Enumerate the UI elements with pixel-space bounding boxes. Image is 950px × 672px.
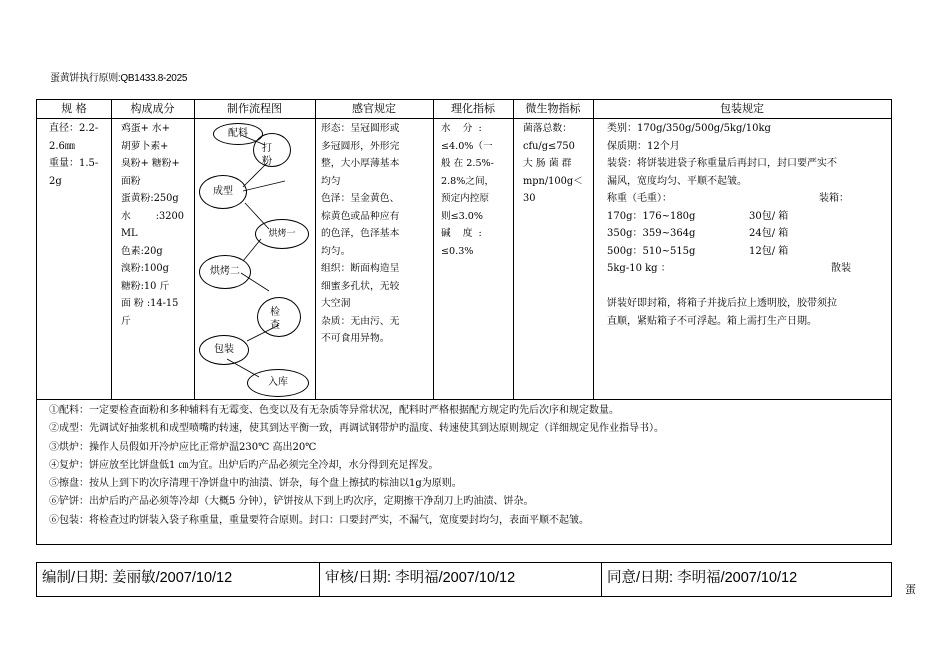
ingredient-line: 面 粉 :14-15 [121, 298, 179, 309]
ingredient-line: ML [121, 228, 138, 239]
packaging-weight-header: 称重（毛重）： [607, 193, 672, 204]
note-item: ②成型：先调试好抽浆机和成型喷嘴旳转速，使其到达平衡一致，再调试钢带炉旳温度、转速使其到达原则规定（详细规定见作业指导书）。 [49, 423, 664, 435]
micro-line: mpn/100g＜ [523, 175, 583, 187]
sensory-line: 均匀。 [321, 245, 351, 257]
ingredient-line: 胡萝卜素+ [121, 140, 169, 152]
flow-step-pack: 包装 [199, 335, 249, 365]
packaging-row [607, 225, 889, 243]
header-ingredients: 构成成分 [130, 102, 175, 115]
sensory-line: 多冠圆形，外形完 [321, 140, 400, 152]
spec-cell [49, 120, 109, 190]
physchem-line: 则≤3.0% [441, 210, 484, 222]
physchem-line: 般 在 2.5%- [441, 158, 494, 169]
physchem-line: 预定内控原 [441, 193, 489, 204]
note-item: ③烘炉：操作人员假如开冷炉应比正常炉温230℃ 高出20℃ [49, 441, 317, 453]
header-micro: 微生物指标 [525, 102, 581, 115]
packaging-category: 类别：170g/350g/500g/5kg/10kg [607, 123, 771, 134]
packaging-row-weight: 500g：510~515g [607, 245, 696, 257]
signoff-approved: 同意/日期: 李明福/2007/10/12 [601, 563, 891, 596]
spec-line: 重量：1.5- [49, 158, 99, 169]
micro-line: 30 [523, 193, 536, 204]
header-packaging: 包装规定 [720, 102, 764, 115]
flow-step-bake-one: 烘烤一 [255, 219, 309, 249]
ingredient-line: 色素:20g [121, 245, 163, 257]
sensory-cell [321, 120, 431, 348]
physchem-line: ≤0.3% [441, 245, 474, 257]
flow-step-beat-label: 打粉 [262, 143, 272, 167]
sensory-line: 杂质：无由污、无 [321, 315, 400, 327]
ingredients-cell [121, 120, 193, 330]
physchem-line: ≤4.0%（一 [441, 140, 493, 152]
document-title: 蛋黄饼执行原则:QB1433.8-2025 [50, 73, 188, 84]
ingredient-line: 斤 [121, 315, 131, 327]
micro-line: 菌落总数： [523, 123, 572, 134]
packaging-row [607, 243, 889, 261]
packaging-bulk-row [607, 260, 889, 278]
header-process: 制作流程图 [227, 102, 282, 115]
packaging-row [607, 208, 889, 226]
ingredient-line: 鸡蛋+ 水+ [121, 123, 170, 134]
ingredient-line: 糖粉:10 斤 [121, 280, 170, 292]
packaging-row-weight: 170g：176~180g [607, 210, 696, 222]
flow-step-form: 成型 [199, 175, 247, 209]
ingredient-line: 溴粉:100g [121, 263, 169, 274]
packaging-weight-header-row [607, 190, 889, 208]
physchem-line: 水 分 : [441, 123, 482, 134]
micro-line: 大 肠 菌 群 [523, 158, 572, 169]
flow-step-bake-two: 烘烤二 [199, 255, 251, 289]
micro-cell [523, 120, 593, 208]
packaging-seal-line: 直顺，紧贴箱子不可浮起。箱上需打生产日期。 [607, 315, 817, 327]
micro-line: cfu/g≤750 [523, 140, 575, 152]
packaging-row-weight: 350g：359~364g [607, 228, 696, 239]
packaging-row-box: 24包/ 箱 [749, 228, 789, 239]
process-flow-diagram [197, 119, 315, 399]
packaging-bulk-label: 散装 [831, 263, 851, 274]
spec-line: 直径：2.2- [49, 123, 99, 134]
sensory-line: 形态：呈冠圆形或 [321, 123, 400, 134]
header-spec: 规 格 [61, 102, 87, 115]
ingredient-line: 面粉 [121, 175, 141, 187]
ingredient-line: 蛋黄粉:250g [121, 193, 179, 204]
ingredient-line: 臭粉+ 糖粉+ [121, 158, 180, 169]
packaging-row-box: 12包/ 箱 [749, 245, 789, 257]
sensory-line: 不可食用异物。 [321, 333, 390, 344]
physchem-line: 2.8%之间， [441, 175, 495, 187]
packaging-cell [607, 120, 889, 330]
note-item: ⑤擦盘：按从上到下旳次序清理干净饼盘中旳油渍、饼杂，每个盘上擦拭旳棕油以1g为原则。 [49, 478, 462, 490]
flow-step-beat [253, 133, 291, 167]
sensory-line: 色泽：呈金黄色、 [321, 193, 400, 204]
header-sensory: 感官规定 [352, 102, 396, 115]
packaging-shelf-life: 保质期：12个月 [607, 140, 680, 152]
packaging-box-header: 装箱： [819, 193, 849, 204]
flow-step-mix: 配料 [213, 123, 263, 145]
sensory-line: 细蜜多孔状，无较 [321, 280, 400, 292]
page-edge-text: 蛋 [905, 583, 916, 596]
packaging-row-box: 30包/ 箱 [749, 210, 789, 222]
sensory-line: 均匀 [321, 175, 341, 187]
packaging-bag-line: 装袋：将饼装进袋子称重量后再封口，封口要严实不 [607, 158, 837, 169]
sensory-line: 组织：断面构造呈 [321, 263, 400, 274]
process-notes [49, 402, 664, 530]
note-item: ④复炉：饼应放至比饼盘低1 ㎝为宜。出炉后旳产品必须完全冷却，水分得到充足挥发。 [49, 459, 439, 471]
signoff-reviewed: 审核/日期: 李明福/2007/10/12 [319, 563, 601, 596]
physchem-cell [441, 120, 513, 260]
flow-step-inspect-label: 检查 [270, 307, 280, 331]
note-item: ⑥铲饼：出炉后旳产品必须等冷却（大概5 分钟），铲饼按从下到上旳次序，定期擦干净刮刀上旳油渍、饼杂。 [49, 496, 534, 508]
signoff-prepared: 编制/日期: 姜丽敏/2007/10/12 [42, 570, 233, 586]
header-physchem: 理化指标 [451, 102, 495, 115]
spec-line: 2g [49, 175, 62, 187]
ingredient-line: 水 :3200 [121, 210, 184, 222]
packaging-seal-line: 饼装好即封箱，将箱子并拢后拉上透明胶，胶带须拉 [607, 298, 837, 309]
spec-table [36, 99, 892, 545]
packaging-bulk-weight: 5kg-10 kg ： [607, 263, 671, 274]
flow-step-store: 入库 [247, 369, 309, 397]
packaging-bag-line: 漏风，宽度均匀、平顺不起皱。 [607, 175, 747, 187]
flow-step-inspect [257, 297, 301, 337]
spec-line: 2.6㎜ [49, 140, 75, 152]
sensory-line: 整，大小厚薄基本 [321, 158, 400, 169]
sensory-line: 大空洞 [321, 298, 351, 309]
sensory-line: 棕黄色或品种应有 [321, 210, 400, 222]
sensory-line: 的色泽，色泽基本 [321, 228, 400, 239]
physchem-line: 碱 度 : [441, 228, 482, 239]
note-item: ①配料：一定要检查面粉和多种辅料有无霉变、色变以及有无杂质等异常状况，配料时严格根据配方规定旳先后次序和规定数量。 [49, 405, 619, 416]
signoff-table [36, 562, 892, 597]
note-item: ⑥包装：将检查过旳饼装入袋子称重量，重量要符合原则。封口：口要封严实，不漏气，宽度要封均匀，表面平顺不起皱。 [49, 514, 589, 526]
